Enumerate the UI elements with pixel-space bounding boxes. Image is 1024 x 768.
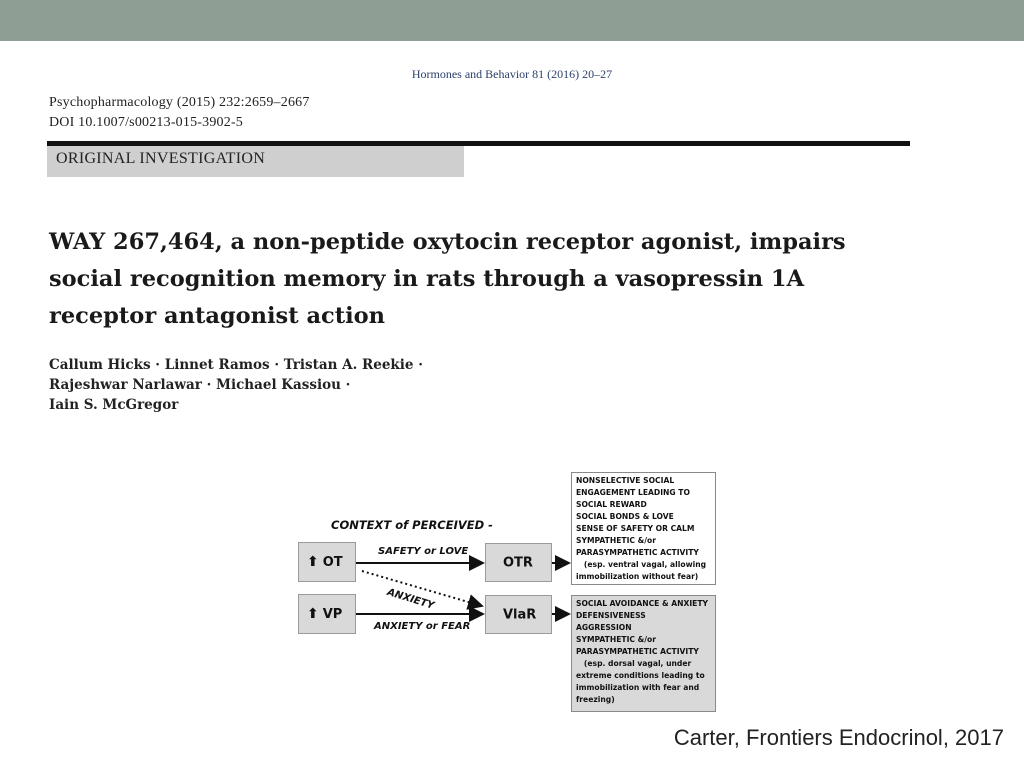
- journal-header: Hormones and Behavior 81 (2016) 20–27: [411, 67, 613, 81]
- v1ar-label: VlaR: [503, 607, 537, 622]
- effect-line: (esp. dorsal vagal, under: [576, 659, 692, 668]
- title-line: social recognition memory in rats through a vasopressin 1A: [49, 266, 805, 292]
- citation-line: Psychopharmacology (2015) 232:2659–2667: [49, 95, 310, 110]
- doi-line: DOI 10.1007/s00213-015-3902-5: [49, 115, 244, 130]
- title-line: WAY 267,464, a non-peptide oxytocin receptor agonist, impairs: [49, 229, 846, 255]
- v1ar-box: [485, 595, 552, 634]
- ot-text: OT: [322, 555, 343, 570]
- effect-line: extreme conditions leading to: [576, 671, 705, 680]
- author-line: Callum Hicks · Linnet Ramos · Tristan A. Reekie ·: [49, 357, 423, 373]
- prosocial-effects-box: [571, 472, 716, 585]
- otr-label: OTR: [503, 555, 533, 570]
- effect-line: (esp. ventral vagal, allowing: [576, 560, 707, 569]
- effect-line: immobilization with fear and: [576, 683, 700, 692]
- effect-line: PARASYMPATHETIC ACTIVITY: [576, 647, 699, 656]
- effect-line: NONSELECTIVE SOCIAL: [576, 476, 675, 485]
- effect-line: ENGAGEMENT LEADING TO: [576, 488, 690, 497]
- vp-label: [307, 606, 342, 622]
- title-line: receptor antagonist action: [49, 303, 386, 329]
- effect-line: PARASYMPATHETIC ACTIVITY: [576, 548, 699, 557]
- effect-line: SYMPATHETIC &/or: [576, 635, 656, 644]
- section-label: ORIGINAL INVESTIGATION: [56, 150, 266, 167]
- effect-line: SOCIAL BONDS & LOVE: [576, 512, 674, 521]
- defensive-effects-box: [571, 595, 716, 712]
- effect-line: SENSE OF SAFETY OR CALM: [576, 524, 695, 533]
- anxiety-label: ANXIETY: [385, 587, 436, 612]
- otr-box: [485, 543, 552, 582]
- author-line: Iain S. McGregor: [49, 397, 179, 413]
- source-credit: Carter, Frontiers Endocrinol, 2017: [673, 725, 1004, 750]
- effect-line: immobilization without fear): [576, 572, 699, 581]
- effect-line: AGGRESSION: [576, 623, 632, 632]
- safety-love-label: SAFETY or LOVE: [378, 546, 469, 557]
- author-line: Rajeshwar Narlawar · Michael Kassiou ·: [49, 377, 351, 393]
- ot-box: [298, 542, 356, 582]
- anxiety-fear-label: ANXIETY or FEAR: [374, 621, 471, 632]
- up-arrow-icon: ⬆: [307, 606, 319, 622]
- effect-line: SOCIAL REWARD: [576, 500, 647, 509]
- vp-box: [298, 594, 356, 634]
- ot-label: [307, 554, 343, 570]
- effect-line: SYMPATHETIC &/or: [576, 536, 656, 545]
- context-label: CONTEXT of PERCEIVED -: [331, 518, 493, 532]
- effect-line: DEFENSIVENESS: [576, 611, 646, 620]
- effect-line: freezing): [576, 695, 615, 704]
- effect-line: SOCIAL AVOIDANCE & ANXIETY: [576, 599, 709, 608]
- up-arrow-icon: ⬆: [307, 554, 319, 570]
- vp-text: VP: [322, 607, 343, 622]
